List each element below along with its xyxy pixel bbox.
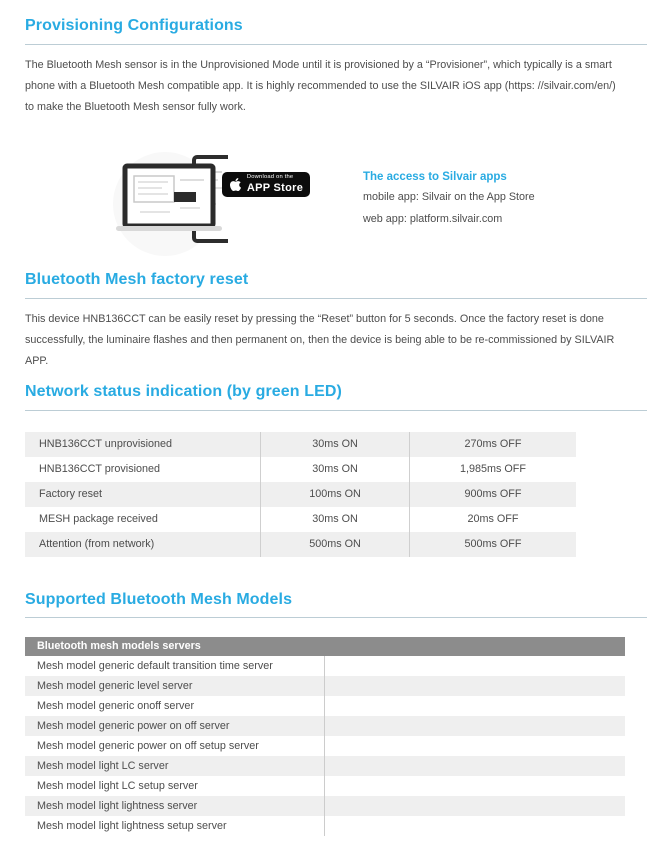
mesh-model-name: Mesh model generic default transition time server xyxy=(25,656,325,676)
mesh-model-name: Mesh model generic onoff server xyxy=(25,696,325,716)
provisioning-paragraph: The Bluetooth Mesh sensor is in the Unprovisioned Mode until it is provisioned by a “Provisioner”, which typically is a smart phone with a Bluetooth Mesh compatible app. It is highly recommended to use the SILVAIR iOS app (https: //silvair.com/en/) to make the Bluetooth Mesh sensor fully work. xyxy=(25,59,616,113)
section-title-mesh-models: Supported Bluetooth Mesh Models xyxy=(25,591,293,608)
mesh-model-value xyxy=(325,696,625,716)
table-row xyxy=(25,676,625,696)
silvair-apps-illustration xyxy=(110,146,228,258)
mesh-model-value xyxy=(325,816,625,836)
led-off-time: 1,985ms OFF xyxy=(460,463,526,475)
section-divider xyxy=(25,617,647,618)
mesh-models-table xyxy=(25,637,625,836)
table-row xyxy=(25,736,625,756)
mesh-model-name: Mesh model light lightness setup server xyxy=(25,816,325,836)
led-off-time: 900ms OFF xyxy=(464,488,522,500)
section-divider xyxy=(25,44,647,45)
led-on-time: 500ms ON xyxy=(261,532,410,557)
table-row xyxy=(25,432,576,457)
table-row xyxy=(25,756,625,776)
apple-logo-icon xyxy=(229,177,242,192)
table-row xyxy=(25,656,625,676)
table-row xyxy=(25,816,625,836)
web-app-line: web app: platform.silvair.com xyxy=(363,213,503,225)
app-store-badge[interactable] xyxy=(222,172,310,197)
mesh-model-value xyxy=(325,656,625,676)
mobile-app-line: mobile app: Silvair on the App Store xyxy=(363,191,535,203)
mesh-table-header: Bluetooth mesh models servers xyxy=(25,637,625,656)
mesh-model-name: Mesh model light lightness server xyxy=(25,796,325,816)
led-status-label: HNB136CCT provisioned xyxy=(25,457,261,482)
table-row xyxy=(25,696,625,716)
led-status-label: HNB136CCT unprovisioned xyxy=(25,432,261,457)
section-title-network-status: Network status indication (by green LED) xyxy=(25,383,342,400)
led-status-label: Attention (from network) xyxy=(25,532,261,557)
led-off-time: 500ms OFF xyxy=(464,538,522,550)
led-status-label: MESH package received xyxy=(25,507,261,532)
led-status-table xyxy=(25,432,576,557)
badge-text xyxy=(247,175,303,194)
led-off-time: 20ms OFF xyxy=(467,513,519,525)
mesh-model-name: Mesh model light LC server xyxy=(25,756,325,776)
mesh-model-value xyxy=(325,776,625,796)
table-row xyxy=(25,507,576,532)
badge-tagline: Download on the xyxy=(246,174,294,181)
mesh-model-name: Mesh model generic power on off setup server xyxy=(25,736,325,756)
factory-reset-paragraph: This device HNB136CCT can be easily reset by pressing the “Reset” button for 5 seconds. Once the factory reset is done successfully, the luminaire flashes and then permanent on, then the device is being able to be re-commissioned by SILVAIR APP. xyxy=(25,313,615,367)
mesh-model-name: Mesh model generic level server xyxy=(25,676,325,696)
table-row xyxy=(25,532,576,557)
mesh-model-value xyxy=(325,756,625,776)
mesh-model-value xyxy=(325,736,625,756)
table-row xyxy=(25,457,576,482)
led-status-label: Factory reset xyxy=(25,482,261,507)
badge-store-name: APP Store xyxy=(246,181,304,194)
table-row xyxy=(25,796,625,816)
mesh-model-value xyxy=(325,676,625,696)
section-title-provisioning: Provisioning Configurations xyxy=(25,17,243,34)
led-off-time: 270ms OFF xyxy=(464,438,522,450)
mesh-model-name: Mesh model generic power on off server xyxy=(25,716,325,736)
silvair-apps-info xyxy=(363,170,535,226)
table-row xyxy=(25,482,576,507)
section-divider xyxy=(25,410,647,411)
mesh-model-value xyxy=(325,716,625,736)
table-row xyxy=(25,776,625,796)
apps-access-heading: The access to Silvair apps xyxy=(363,171,507,183)
led-on-time: 30ms ON xyxy=(261,432,410,457)
mesh-model-name: Mesh model light LC setup server xyxy=(25,776,325,796)
led-on-time: 30ms ON xyxy=(261,457,410,482)
led-on-time: 100ms ON xyxy=(261,482,410,507)
table-row xyxy=(25,716,625,736)
section-divider xyxy=(25,298,647,299)
section-title-factory-reset: Bluetooth Mesh factory reset xyxy=(25,271,249,288)
laptop-icon xyxy=(116,166,222,231)
led-on-time: 30ms ON xyxy=(261,507,410,532)
mesh-model-value xyxy=(325,796,625,816)
